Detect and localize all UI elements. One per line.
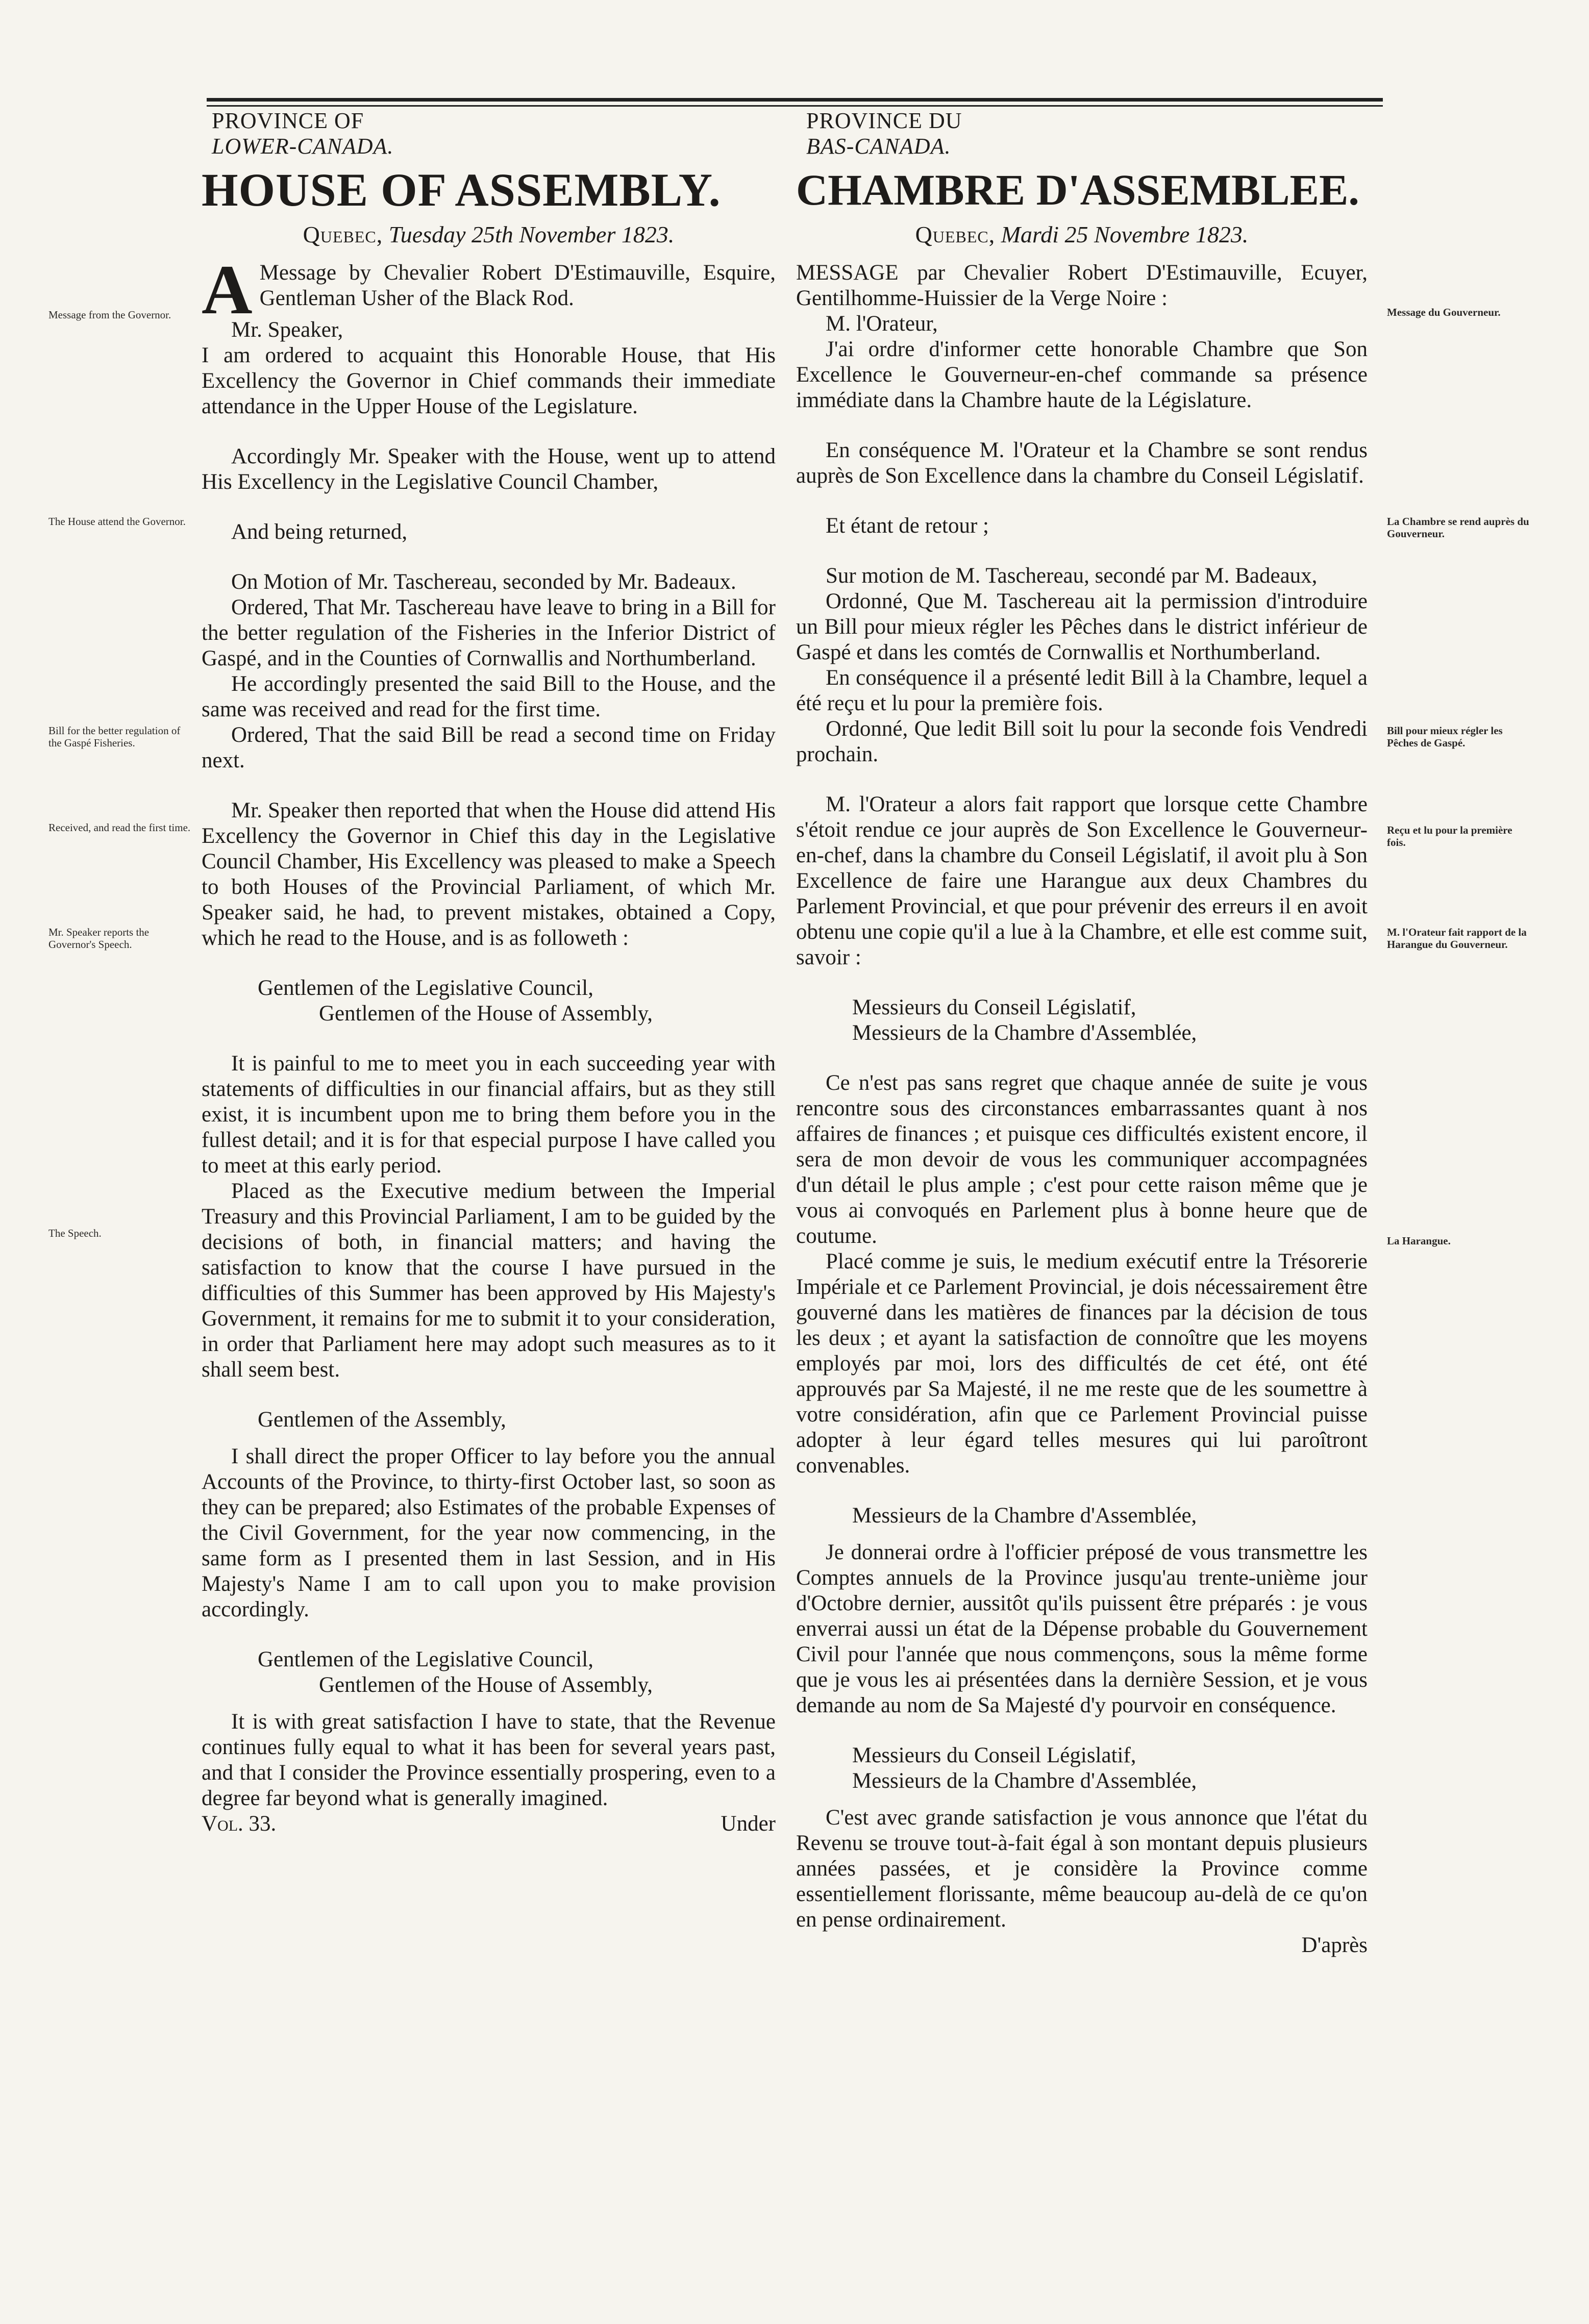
page-footer-fr (796, 1933, 1368, 1958)
accordingly-paragraph: Accordingly Mr. Speaker with the House, went up to attend His Excellency in the Legislative Council Chamber, (202, 444, 776, 494)
salutation-council: Gentlemen of the Legislative Council, (258, 976, 593, 1000)
french-column (796, 108, 1368, 1958)
ordered-paragraph-fr: J'ai ordre d'informer cette honorable Chambre que Son Excellence le Gouverneur-en-chef commande sa présence immédiate dans la Chambre haute de la Législature. (796, 337, 1368, 412)
ordered-paragraph: I am ordered to acquaint this Honorable House, that His Excellency the Governor in Chief commands their immediate attendance in the Upper House of the Legislature. (202, 343, 776, 418)
presented-paragraph: He accordingly presented the said Bill to the House, and the same was received and read for the first time. (202, 672, 776, 721)
province-heading-fr (806, 108, 1368, 159)
province-line-fr: PROVINCE DU (806, 108, 962, 133)
salutation-house-2: Gentlemen of the House of Assembly, (319, 1673, 653, 1697)
returned-paragraph: And being returned, (231, 520, 408, 544)
margin-note-fr: Message du Gouverneur. (1387, 306, 1501, 318)
province-heading (212, 108, 776, 159)
margin-note-fr: M. l'Orateur fait rapport de la Harangue du Gouverneur. (1387, 926, 1527, 951)
catchword: Under (721, 1812, 776, 1836)
salutation-house-fr: Messieurs de la Chambre d'Assemblée, (852, 1021, 1197, 1045)
margin-note: Received, and read the first time. (48, 821, 191, 834)
speech-paragraph-1-fr: Ce n'est pas sans regret que chaque année de suite je vous rencontre sous des circonstances embarrassantes quant à nos affaires de finances ; et puisque ces difficultés existent encore, il sera de mon devoir de vous les communiquer accompagnées d'un détail le plus ample ; c'est pour cette raison même que je vous ai convoqués en Parlement plus à bonne heure que de coutume. (796, 1071, 1368, 1248)
chambre-title: CHAMBRE D'ASSEMBLEE. (796, 165, 1359, 214)
ordered-bill-paragraph-fr: Ordonné, Que M. Taschereau ait la permission d'introduire un Bill pour mieux régler les Pêches dans le district inférieur de Gaspé et dans les comtés de Cornwallis et Northumberland. (796, 589, 1368, 664)
second-reading-paragraph-fr: Ordonné, Que ledit Bill soit lu pour la seconde fois Vendredi prochain. (796, 717, 1368, 766)
motion-paragraph: On Motion of Mr. Taschereau, seconded by Mr. Badeaux. (231, 570, 736, 594)
page-footer (202, 1811, 776, 1837)
province-line: PROVINCE OF (212, 108, 364, 133)
volume-number: Vol. 33. (202, 1812, 277, 1836)
top-rule (207, 98, 1383, 102)
margin-note: Bill for the better regulation of the Gaspé Fisheries. (48, 724, 181, 749)
presented-paragraph-fr: En conséquence il a présenté ledit Bill à la Chambre, lequel a été reçu et lu pour la première fois. (796, 666, 1368, 715)
province-name: LOWER-CANADA. (212, 134, 394, 159)
salutation-house: Gentlemen of the House of Assembly, (319, 1002, 653, 1026)
speaker-address-fr: M. l'Orateur, (826, 312, 938, 336)
dateline: Quebec, Tuesday 25th November 1823. (303, 221, 675, 247)
margin-note-fr: Bill pour mieux régler les Pêches de Gaspé. (1387, 724, 1503, 749)
speech-paragraph-3-fr: Je donnerai ordre à l'officier préposé de vous transmettre les Comptes annuels de la Province jusqu'au trente-unième jour d'Octobre dernier, aussitôt qu'ils puissent être préparés : je vous enverrai aussi un état de la Dépense probable du Gouvernement Civil pour l'année que nous commençons, sous la même forme que je vous les ai présentées dans la dernière Session, et je vous demande au nom de Sa Majesté d'y pourvoir en conséquence. (796, 1540, 1368, 1717)
salutation-assembly-fr: Messieurs de la Chambre d'Assemblée, (852, 1504, 1197, 1528)
message-paragraph: A Message by Chevalier Robert D'Estimauville, Esquire, Gentleman Usher of the Black Rod. (202, 251, 776, 329)
speech-paragraph-2-fr: Placé comme je suis, le medium exécutif entre la Trésorerie Impériale et ce Parlement Provincial, je dois nécessairement être gouverné dans les matières de finances par la décision de tous les deux ; et ayant la satisfaction de connoître que les moyens employés par moi, lors des difficultés de cet été, ont été approuvés par Sa Majesté, il ne me reste que de les soumettre à votre considération, afin que ce Parlement Provincial puisse adopter à leur égard telles mesures qui lui paroîtront convenables. (796, 1250, 1368, 1478)
margin-note-fr: La Chambre se rend auprès du Gouverneur. (1387, 515, 1529, 540)
speech-paragraph-4-fr: C'est avec grande satisfaction je vous annonce que l'état du Revenu se trouve tout-à-fait égal à son montant depuis plusieurs années passées, et je considère la Province comme essentiellement florissante, même beaucoup au-delà de ce qu'on en pense ordinairement. (796, 1806, 1368, 1932)
accordingly-paragraph-fr: En conséquence M. l'Orateur et la Chambre se sont rendus auprès de Son Excellence dans la chambre du Conseil Législatif. (796, 438, 1368, 488)
speech-paragraph-4: It is with great satisfaction I have to state, that the Revenue continues fully equal to what it has been for several years past, and that I consider the Province essentially prospering, even to a degree far beyond what is generally imagined. (202, 1710, 776, 1810)
speaker-address: Mr. Speaker, (231, 318, 343, 342)
margin-note: The Speech. (48, 1227, 102, 1239)
report-paragraph: Mr. Speaker then reported that when the House did attend His Excellency the Governor in Chief this day in the Legislative Council Chamber, His Excellency was pleased to make a Speech to both Houses of the Provincial Parliament, of which Mr. Speaker said, he had, to prevent mistakes, obtained a Copy, which he read to the House, and is as followeth : (202, 798, 776, 950)
salutation-council-2: Gentlemen of the Legislative Council, (258, 1647, 593, 1671)
english-column (202, 108, 776, 1837)
motion-paragraph-fr: Sur motion de M. Taschereau, secondé par M. Badeaux, (826, 564, 1318, 588)
margin-note: The House attend the Governor. (48, 515, 186, 528)
report-paragraph-fr: M. l'Orateur a alors fait rapport que lorsque cette Chambre s'étoit rendue ce jour auprès de Son Excellence le Gouverneur-en-chef, dans la chambre du Conseil Législatif, il avoit plu à Son Excellence de faire une Harangue aux deux Chambres du Parlement Provincial, et que pour prévenir des erreurs il en avoit obtenu une copie qu'il a lue à la Chambre, et elle est comme suit, savoir : (796, 792, 1368, 969)
second-reading-paragraph: Ordered, That the said Bill be read a second time on Friday next. (202, 723, 776, 772)
house-title: HOUSE OF ASSEMBLY. (202, 164, 721, 216)
speech-paragraph-3: I shall direct the proper Officer to lay before you the annual Accounts of the Province, to thirty-first October last, so soon as they can be prepared; also Estimates of the probable Expenses of the Civil Government, for the year now commencing, in the same form as I presented them in last Session, and in His Majesty's Name I am to call upon you to make provision accordingly. (202, 1444, 776, 1621)
salutation-council-fr: Messieurs du Conseil Législatif, (852, 995, 1136, 1019)
margin-note-fr: La Harangue. (1387, 1235, 1451, 1247)
margin-note: Mr. Speaker reports the Governor's Speech. (48, 926, 150, 951)
salutation-house-2-fr: Messieurs de la Chambre d'Assemblée, (852, 1769, 1197, 1793)
ordered-bill-paragraph: Ordered, That Mr. Taschereau have leave to bring in a Bill for the better regulation of the Fisheries in the Inferior District of Gaspé, and in the Counties of Cornwallis and Northumberland. (202, 595, 776, 670)
speech-paragraph-1: It is painful to me to meet you in each succeeding year with statements of difficulties in our financial affairs, but as they still exist, it is incumbent upon me to bring them before you in the fullest detail; and it is for that especial purpose I have called you to meet at this early period. (202, 1052, 776, 1178)
speech-paragraph-2: Placed as the Executive medium between the Imperial Treasury and this Provincial Parliament, I am to be guided by the decisions of both, in financial matters; and having the satisfaction to know that the course I have pursued in the difficulties of this Summer has been approved by His Majesty's Government, it remains for me to submit it to your consideration, in order that Parliament here may adopt such measures as to it shall seem best. (202, 1179, 776, 1382)
drop-cap: A (202, 251, 253, 329)
message-paragraph-fr: MESSAGE par Chevalier Robert D'Estimauville, Ecuyer, Gentilhomme-Huissier de la Verge Noire : (796, 261, 1368, 310)
top-rule-thin (207, 105, 1383, 107)
catchword-fr: D'après (1301, 1933, 1368, 1957)
dateline-fr: Quebec, Mardi 25 Novembre 1823. (915, 221, 1249, 247)
margin-note: Message from the Governor. (48, 309, 171, 321)
returned-paragraph-fr: Et étant de retour ; (826, 514, 989, 538)
salutation-assembly: Gentlemen of the Assembly, (258, 1408, 506, 1432)
salutation-council-2-fr: Messieurs du Conseil Législatif, (852, 1743, 1136, 1767)
margin-note-fr: Reçu et lu pour la première fois. (1387, 824, 1512, 848)
province-name-fr: BAS-CANADA. (806, 134, 951, 159)
